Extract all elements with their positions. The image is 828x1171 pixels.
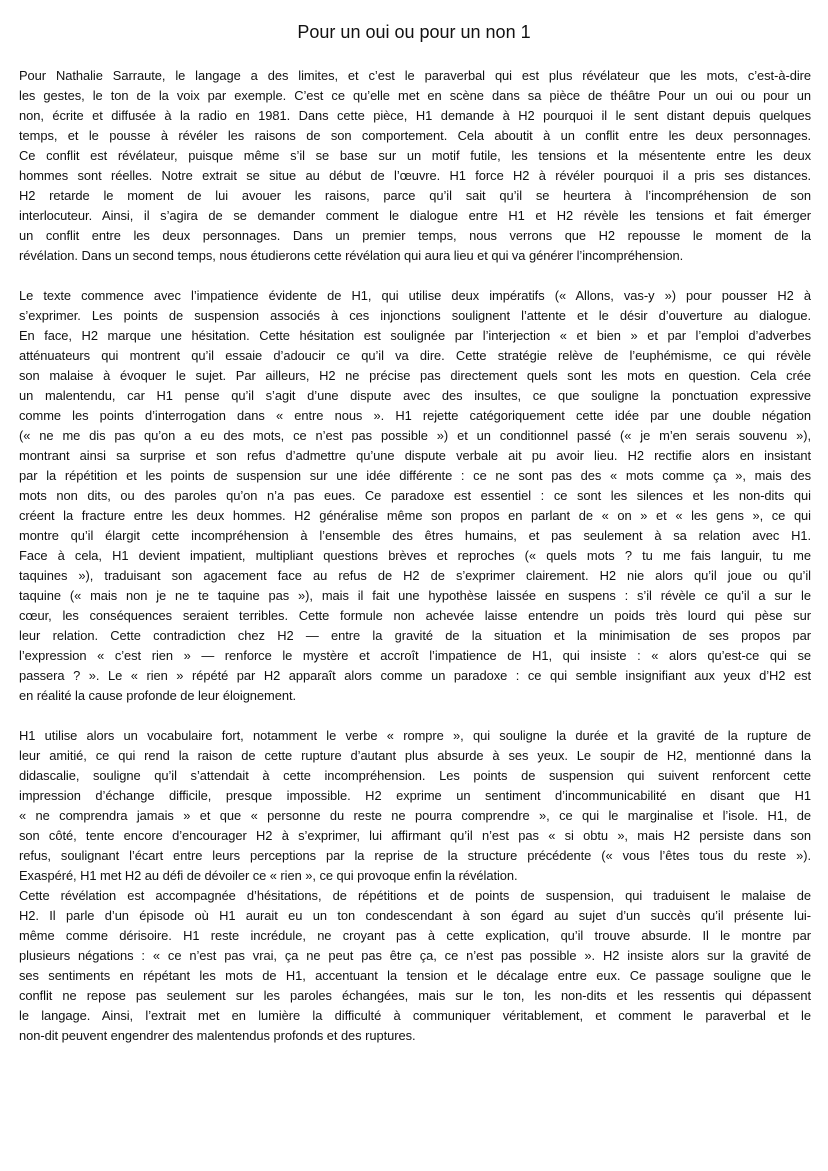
text-line: (« ne me dis pas qu’on a eu des mots, ce n’est pas possible ») et un conditionnel passé (« je m’en serais souvenu »), bbox=[19, 428, 811, 443]
text-line: hommes sont réelles. Notre extrait se situe au début de l’œuvre. H1 force H2 à révéler pourquoi il a pris ses distances. bbox=[19, 168, 811, 183]
text-line: montrant ainsi sa surprise et son refus d’admettre qu’une dispute verbale ait pu avoir lieu. H2 rectifie alors en insistant bbox=[19, 448, 811, 463]
text-line: même comme dérisoire. H1 reste incrédule, ne croyant pas à cette explication, qu’il trouve absurde. Il le montre par bbox=[19, 928, 811, 943]
text-line: interlocuteur. Ainsi, il s’agira de se demander comment le dialogue entre H1 et H2 révèle les tensions et fait émerger bbox=[19, 208, 811, 223]
document-title: Pour un oui ou pour un non 1 bbox=[297, 22, 531, 42]
text-line: didascalie, souligne qu’il s’attendait à cette incompréhension. Les points de suspension qui suivent renforcent cette bbox=[19, 768, 811, 783]
text-line: le langage. Ainsi, l’extrait met en lumière la difficulté à communiquer véritablement, et comment le paraverbal et le bbox=[19, 1008, 811, 1023]
text-line: son malaise à évoquer le sujet. Par ailleurs, H2 ne précise pas directement quels sont les mots en question. Cela crée bbox=[19, 368, 811, 383]
document-body bbox=[19, 66, 811, 1066]
text-line: ses sentiments en répétant les mots de H1, accentuant la tension et le décalage entre eux. Ce passage souligne que le bbox=[19, 968, 811, 983]
text-line: Pour Nathalie Sarraute, le langage a des limites, et c’est le paraverbal qui est plus révélateur que les mots, c’est-à-dire bbox=[19, 68, 811, 83]
text-line: non-dit peuvent engendrer des malentendus profonds et des ruptures. bbox=[19, 1028, 416, 1043]
text-line: H1 utilise alors un vocabulaire fort, notamment le verbe « rompre », qui souligne la durée et la gravité de la rupture de bbox=[19, 728, 811, 743]
text-line: Cette révélation est accompagnée d’hésitations, de répétitions et de points de suspension, qui traduisent le malaise de bbox=[19, 888, 811, 903]
text-line: « ne comprendra jamais » et que « personne du reste ne pourra comprendre », ce qui le marginalise et l’isole. H1, de bbox=[19, 808, 811, 823]
text-line: En face, H2 marque une hésitation. Cette hésitation est soulignée par l’interjection « et bien » et par l’emploi d’adverbes bbox=[19, 328, 811, 343]
text-line: taquines »), traduisant son agacement face au refus de H2 de s’exprimer clairement. H2 nie alors qu’il joue ou qu’il bbox=[19, 568, 811, 583]
text-line: un malentendu, car H1 pense qu’il s’agit d’une dispute avec des insultes, ce que souligne la ponctuation expressive bbox=[19, 388, 811, 403]
paragraph bbox=[19, 726, 811, 886]
text-line: cœur, les conséquences seraient terribles. Cette formule non achevée laisse entendre un poids très lourd qui pèse sur bbox=[19, 608, 811, 623]
text-line: un conflit entre les deux personnages. Dans un premier temps, nous verrons que H2 repousse le moment de la bbox=[19, 228, 811, 243]
text-line: Exaspéré, H1 met H2 au défi de dévoiler ce « rien », ce qui provoque enfin la révélation. bbox=[19, 868, 518, 883]
text-line: l’expression « c’est rien » — renforce le mystère et accroît l’impatience de H1, qui insiste : « alors qu’est-ce qui se bbox=[19, 648, 811, 663]
text-line: créent la fracture entre les deux hommes. H2 généralise même son propos en parlant de « on » et « les gens », ce qui bbox=[19, 508, 811, 523]
text-line: leur amitié, ce qui rend la raison de cette rupture d’autant plus absurde à ses yeux. Le soupir de H2, mentionné dans la bbox=[19, 748, 811, 763]
text-line: Le texte commence avec l’impatience évidente de H1, qui utilise deux impératifs (« Allons, vas-y ») pour pousser H2 à bbox=[19, 288, 811, 303]
text-line: plusieurs négations : « ce n’est pas vrai, ça ne peut pas être ça, ce n’est pas possible ». H2 insiste alors sur la gravité de bbox=[19, 948, 811, 963]
text-line: H2. Il parle d’un épisode où H1 aurait eu un ton condescendant à son égard au sujet d’un succès qu’il présente lui- bbox=[19, 908, 811, 923]
text-line: conflit ne repose pas seulement sur les paroles échangées, mais sur le ton, les non-dits et les ressentis qui dépassent bbox=[19, 988, 811, 1003]
text-line: son côté, tente encore d’encourager H2 à s’exprimer, lui affirmant qu’il n’est pas « si obtu », mais H2 persiste dans son bbox=[19, 828, 811, 843]
text-line: leur relation. Cette contradiction chez H2 — entre la gravité de la situation et la minimisation de ses propos par bbox=[19, 628, 811, 643]
text-line: en réalité la cause profonde de leur éloignement. bbox=[19, 688, 297, 703]
text-line: comme les points d’interrogation dans « entre nous ». H1 rejette catégoriquement cette idée par une double négation bbox=[19, 408, 811, 423]
text-line: H2 retarde le moment de lui avouer les raisons, parce qu’il sait qu’il se heurtera à l’incompréhension de son bbox=[19, 188, 811, 203]
text-line: mots non dits, ou des paroles qu’on n’a pas eues. Ce paradoxe est essentiel : ce sont les silences et les non-dits qui bbox=[19, 488, 811, 503]
text-line: non, écrite et diffusée à la radio en 1981. Dans cette pièce, H1 demande à H2 pourquoi il le sent distant depuis quelques bbox=[19, 108, 811, 123]
text-line: par la répétition et les points de suspension sur une idée différente : ce ne sont pas des « mots comme ça », mais des bbox=[19, 468, 811, 483]
paragraph bbox=[19, 886, 811, 1046]
text-line: taquine (« mais non je ne te taquine pas »), mais il fait une hypothèse laissée en suspens : s’il révèle ce qu’il a sur le bbox=[19, 588, 811, 603]
text-line: atténuateurs qui montrent qu’il essaie d’adoucir ce qu’il va dire. Cette stratégie relève de l’euphémisme, ce qui révèle bbox=[19, 348, 811, 363]
text-line: Ce conflit est révélateur, puisque même s’il se base sur un motif futile, les tensions et la mésentente entre les deux bbox=[19, 148, 811, 163]
text-line: montre qu’il élargit cette incompréhension à l’ensemble des êtres humains, et pas seulement à sa relation avec H1. bbox=[19, 528, 811, 543]
text-line: passera ? ». Le « rien » répété par H2 apparaît alors comme un paradoxe : ce qui semble insignifiant aux yeux d’H2 est bbox=[19, 668, 811, 683]
text-line: temps, et le pousse à révéler les raisons de son comportement. Cela aboutit à un conflit entre les deux personnages. bbox=[19, 128, 811, 143]
text-line: les gestes, le ton de la voix par exemple. C’est ce qu’elle met en scène dans sa pièce de théâtre Pour un oui ou pour un bbox=[19, 88, 811, 103]
text-line: s’exprimer. Les points de suspension associés à ces injonctions soulignent l’attente et le désir d’ouverture au dialogue. bbox=[19, 308, 811, 323]
text-line: Face à cela, H1 devient impatient, multipliant questions brèves et reproches (« quels mots ? tu me fais languir, tu me bbox=[19, 548, 811, 563]
text-line: refus, soulignant l’écart entre leurs perceptions par la reprise de la structure précédente (« vous l’êtes tous du reste »). bbox=[19, 848, 811, 863]
paragraph bbox=[19, 66, 811, 266]
paragraph bbox=[19, 286, 811, 706]
text-line: impression d’échange difficile, presque impossible. H2 exprime un sentiment d’incommunicabilité en disant que H1 bbox=[19, 788, 811, 803]
text-line: révélation. Dans un second temps, nous étudierons cette révélation qui aura lieu et qui va générer l’incompréhension. bbox=[19, 248, 684, 263]
